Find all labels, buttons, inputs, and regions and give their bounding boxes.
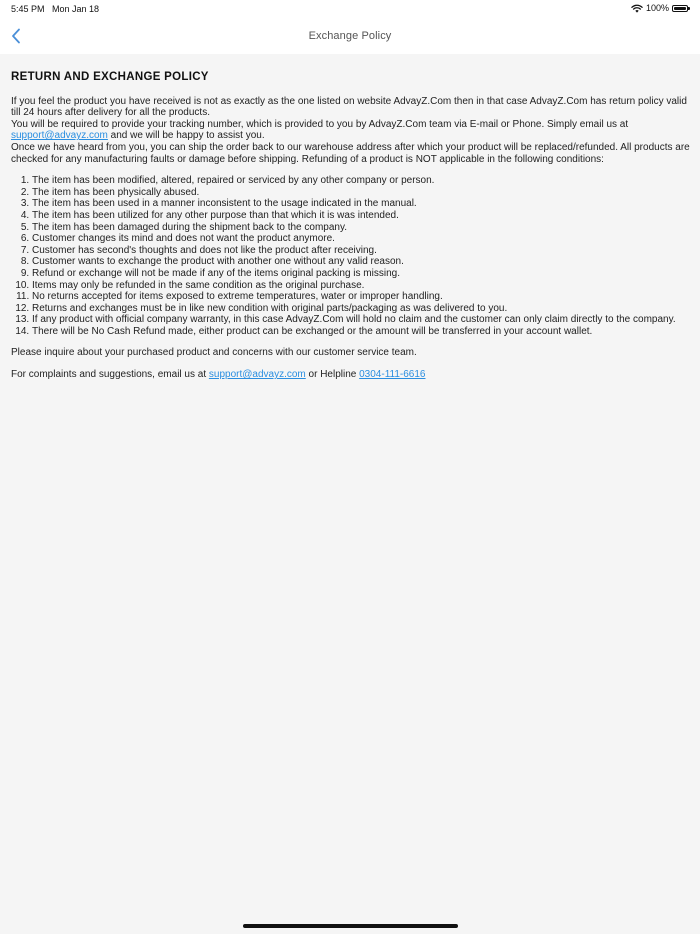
status-right: [631, 3, 688, 13]
list-item: 13. If any product with official company warranty, in this case AdvayZ.Com will hold no claim and the customer can only claim directly to the company.: [32, 314, 691, 326]
list-item: 7. Customer has second's thoughts and does not like the product after receiving.: [32, 245, 691, 257]
battery-icon: [672, 5, 688, 12]
conditions-list: [11, 175, 691, 337]
support-email-link[interactable]: support@advayz.com: [11, 130, 108, 142]
list-item: 9. Refund or exchange will not be made if any of the items original packing is missing.: [32, 268, 691, 280]
inquire-text: Please inquire about your purchased product and concerns with our customer service team.: [11, 347, 417, 359]
list-item: 10. Items may only be refunded in the same condition as the original purchase.: [32, 280, 691, 292]
list-item: 6. Customer changes its mind and does not want the product anymore.: [32, 233, 691, 245]
status-time: 5:45 PM: [11, 4, 45, 14]
list-item: 1. The item has been modified, altered, repaired or serviced by any other company or person.: [32, 175, 691, 187]
contact-line: [11, 369, 691, 381]
navigation-bar: [0, 18, 700, 54]
home-indicator[interactable]: [243, 924, 458, 928]
list-item: 5. The item has been damaged during the shipment back to the company.: [32, 222, 691, 234]
page-title: Exchange Policy: [308, 30, 392, 42]
policy-content: [11, 54, 691, 381]
helpline-phone-link[interactable]: 0304-111-6616: [359, 369, 426, 381]
list-item: 3. The item has been used in a manner inconsistent to the usage indicated in the manual.: [32, 198, 691, 210]
list-item: 12. Returns and exchanges must be in like new condition with original parts/packaging as was delivered to you.: [32, 303, 691, 315]
contact-mid: or Helpline: [305, 369, 360, 381]
policy-paragraph-2-text: You will be required to provide your tracking number, which is provided to you by AdvayZ.Com team via E-mail or Phone. Simply email us at: [11, 118, 629, 130]
policy-paragraph-2-tail: and we will be happy to assist you.: [107, 130, 265, 142]
status-bar: [0, 0, 700, 18]
battery-percentage: 100%: [645, 3, 669, 13]
list-item: 14. There will be No Cash Refund made, either product can be exchanged or the amount will be transferred in your account wallet.: [32, 326, 691, 338]
contact-prefix: For complaints and suggestions, email us at: [11, 369, 209, 381]
policy-heading: RETURN AND EXCHANGE POLICY: [11, 71, 209, 83]
policy-paragraph-2: [11, 119, 691, 142]
contact-email-link[interactable]: support@advayz.com: [208, 369, 306, 381]
list-item: 8. Customer wants to exchange the product with another one without any valid reason.: [32, 256, 691, 268]
list-item: 11. No returns accepted for items exposed to extreme temperatures, water or improper handling.: [32, 291, 691, 303]
policy-paragraph-3: Once we have heard from you, you can ship the order back to our warehouse address after which your product will be replaced/refunded. All products are checked for any manufacturing faults or damage before shipping. Refunding of a product is NOT applicable in the following conditions:: [11, 141, 690, 165]
policy-paragraph-1: If you feel the product you have received is not as exactly as the one listed on website AdvayZ.Com then in that case AdvayZ.Com has return policy valid till 24 hours after delivery for all the products.: [11, 95, 687, 119]
list-item: 4. The item has been utilized for any other purpose than that which it is was intended.: [32, 210, 691, 222]
list-item: 2. The item has been physically abused.: [32, 187, 691, 199]
status-date: Mon Jan 18: [52, 4, 100, 14]
wifi-icon: [631, 4, 643, 13]
